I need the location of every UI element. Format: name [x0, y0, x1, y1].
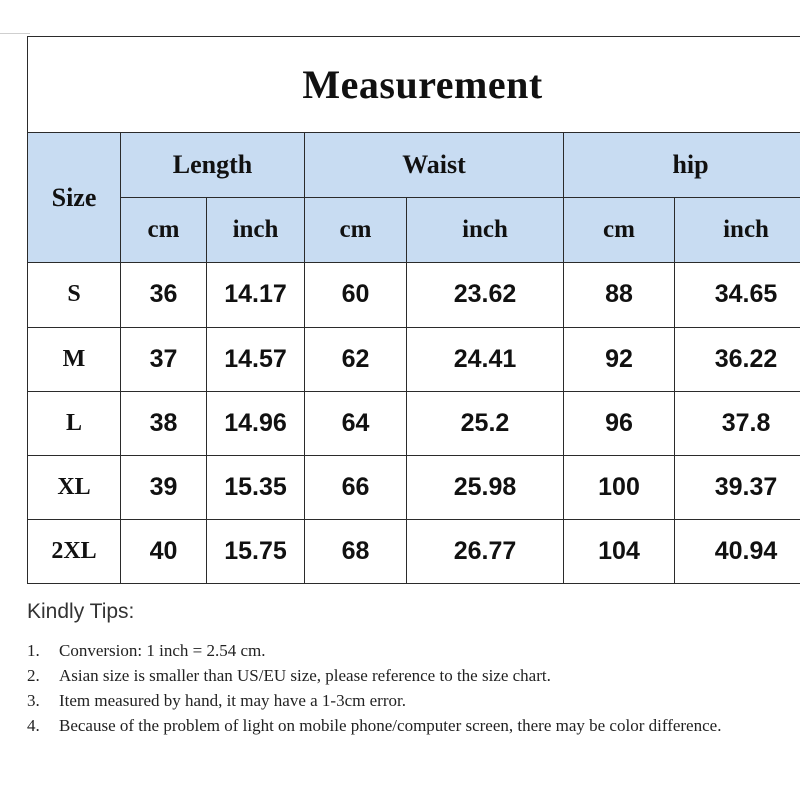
- measurement-cell: 14.57: [207, 327, 305, 391]
- measurement-cell: 26.77: [407, 519, 564, 583]
- measurement-cell: 34.65: [675, 263, 800, 327]
- measurement-cell: 15.75: [207, 519, 305, 583]
- measurement-cell: 23.62: [407, 263, 564, 327]
- length-header: Length: [121, 133, 305, 198]
- measurement-cell: 104: [564, 519, 675, 583]
- measurement-cell: 66: [305, 455, 407, 519]
- tip-number: 3.: [27, 691, 40, 710]
- size-cell: M: [28, 327, 121, 391]
- measurement-cell: 25.2: [407, 391, 564, 455]
- measurement-cell: 37.8: [675, 391, 800, 455]
- tip-item: [27, 663, 787, 688]
- measurement-cell: 62: [305, 327, 407, 391]
- measurement-cell: 37: [121, 327, 207, 391]
- size-header: Size: [28, 133, 121, 263]
- unit-header: cm: [564, 198, 675, 263]
- top-divider: [0, 33, 30, 34]
- measurement-cell: 68: [305, 519, 407, 583]
- measurement-cell: 100: [564, 455, 675, 519]
- measurement-cell: 39.37: [675, 455, 800, 519]
- measurement-cell: 36: [121, 263, 207, 327]
- measurement-cell: 64: [305, 391, 407, 455]
- tip-text: Because of the problem of light on mobile phone/computer screen, there may be color difference.: [59, 716, 722, 735]
- measurement-cell: 39: [121, 455, 207, 519]
- tip-item: [27, 638, 787, 663]
- chart-title: Measurement: [28, 37, 800, 133]
- unit-header: cm: [305, 198, 407, 263]
- tips-title: Kindly Tips:: [27, 600, 135, 623]
- table-row: [28, 263, 800, 327]
- measurement-cell: 36.22: [675, 327, 800, 391]
- size-chart-table: [27, 36, 800, 584]
- table-row: [28, 455, 800, 519]
- table-row: [28, 327, 800, 391]
- size-cell: L: [28, 391, 121, 455]
- measurement-cell: 25.98: [407, 455, 564, 519]
- unit-header: inch: [207, 198, 305, 263]
- measurement-cell: 14.96: [207, 391, 305, 455]
- measurement-cell: 40.94: [675, 519, 800, 583]
- tip-item: [27, 713, 787, 738]
- tip-text: Conversion: 1 inch = 2.54 cm.: [59, 641, 266, 660]
- waist-header: Waist: [305, 133, 564, 198]
- group-header-row: [28, 133, 800, 198]
- measurement-cell: 96: [564, 391, 675, 455]
- measurement-cell: 14.17: [207, 263, 305, 327]
- tip-number: 2.: [27, 666, 40, 685]
- measurement-cell: 88: [564, 263, 675, 327]
- measurement-cell: 38: [121, 391, 207, 455]
- measurement-cell: 24.41: [407, 327, 564, 391]
- unit-header: inch: [407, 198, 564, 263]
- unit-header: cm: [121, 198, 207, 263]
- kindly-tips: [27, 600, 787, 738]
- unit-header-row: [28, 198, 800, 263]
- tip-text: Asian size is smaller than US/EU size, please reference to the size chart.: [59, 666, 551, 685]
- measurement-cell: 60: [305, 263, 407, 327]
- hip-header: hip: [564, 133, 800, 198]
- size-cell: S: [28, 263, 121, 327]
- size-cell: XL: [28, 455, 121, 519]
- tip-number: 1.: [27, 641, 40, 660]
- size-cell: 2XL: [28, 519, 121, 583]
- measurement-cell: 92: [564, 327, 675, 391]
- table-row: [28, 391, 800, 455]
- tips-list: [27, 638, 787, 738]
- measurement-cell: 15.35: [207, 455, 305, 519]
- title-row: [28, 37, 800, 133]
- tip-number: 4.: [27, 716, 40, 735]
- table-row: [28, 519, 800, 583]
- tip-text: Item measured by hand, it may have a 1-3cm error.: [59, 691, 406, 710]
- size-rows: [28, 263, 800, 584]
- tip-item: [27, 688, 787, 713]
- unit-header: inch: [675, 198, 800, 263]
- measurement-cell: 40: [121, 519, 207, 583]
